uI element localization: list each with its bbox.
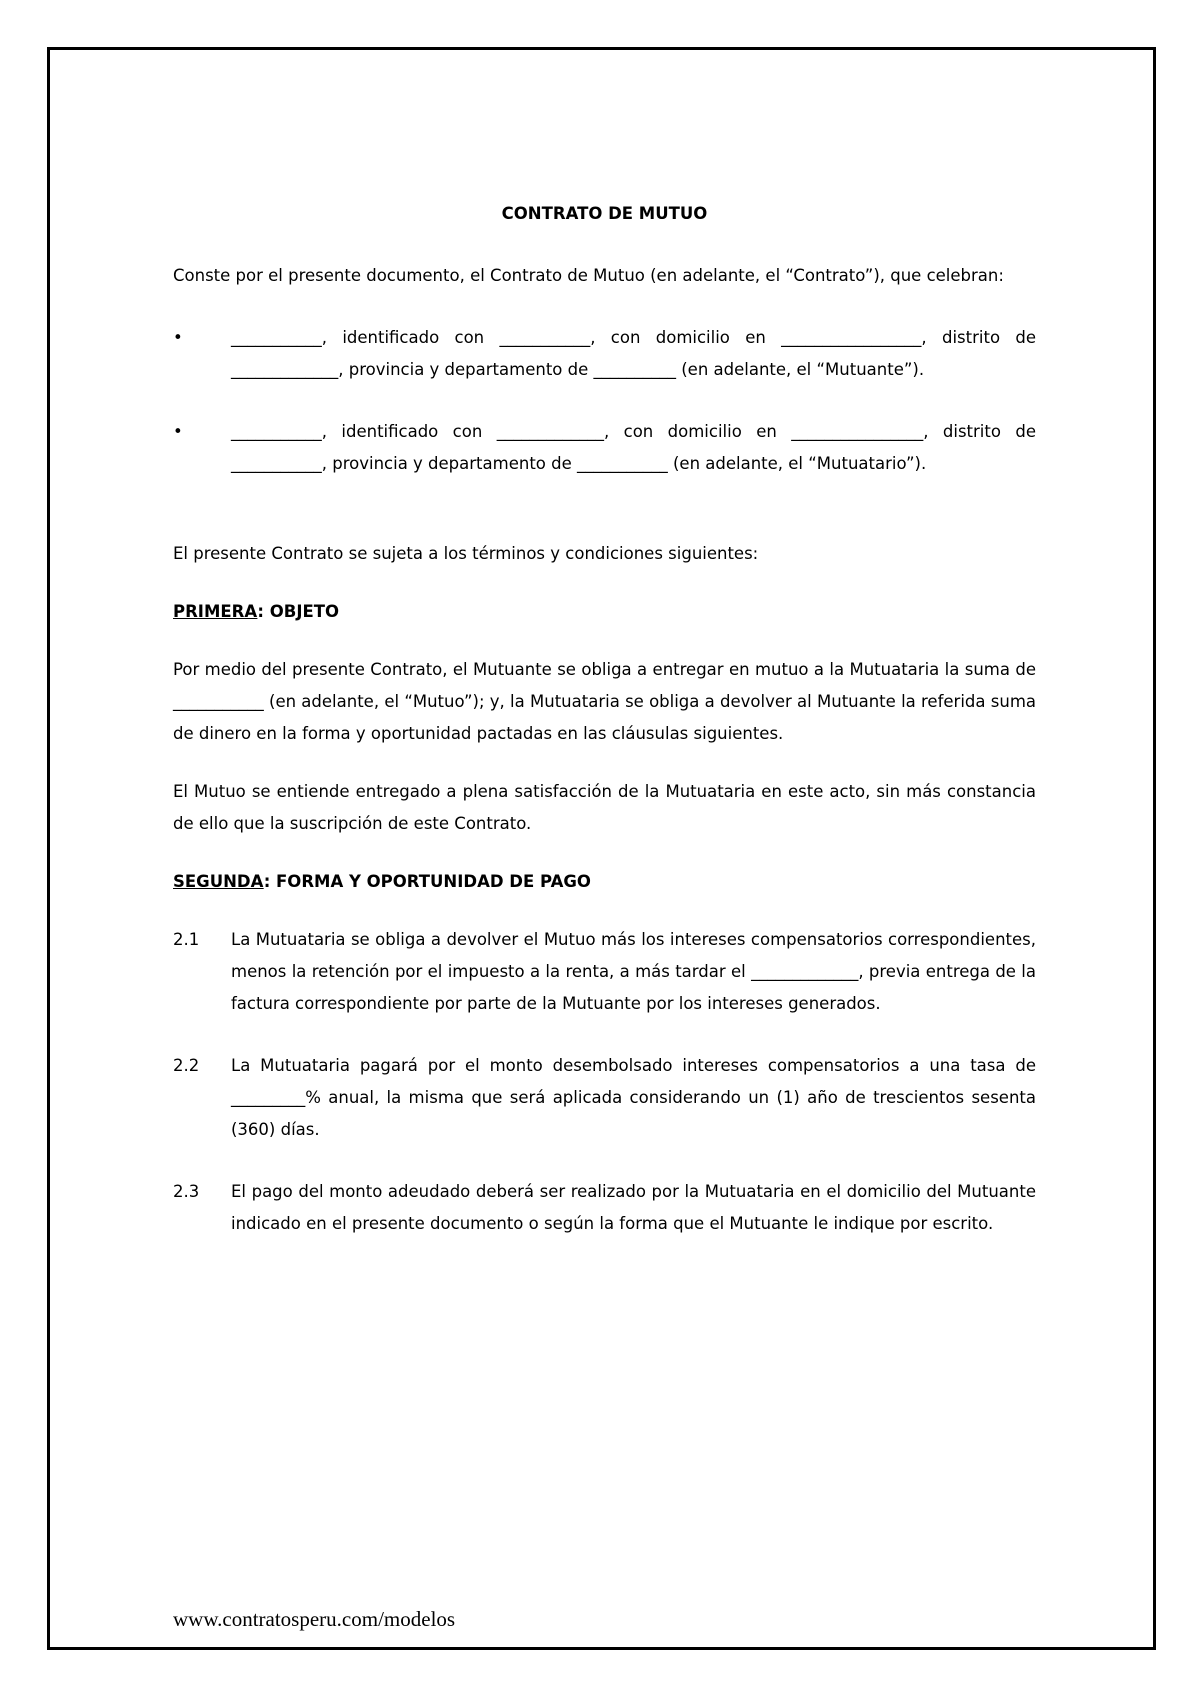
party-mutuante — [173, 322, 1036, 386]
party-mutuatario — [173, 416, 1036, 480]
clause-text: La Mutuataria se obliga a devolver el Mutuo más los intereses compensatorios correspondientes, menos la retención por el impuesto a la renta, a más tardar el _____________, previa entrega de la factura correspondiente por parte de la Mutuante por los intereses generados. — [231, 930, 1036, 1013]
clause-2-1 — [173, 924, 1036, 1020]
document-title: CONTRATO DE MUTUO — [501, 204, 708, 223]
clause-text: El pago del monto adeudado deberá ser realizado por la Mutuataria en el domicilio del Mutuante indicado en el presente documento o según la forma que el Mutuante le indique por escrito. — [231, 1182, 1036, 1233]
party-text: ___________, identificado con _____________, con domicilio en ________________, distrito de ___________, provincia y departamento de ___________ (en adelante, el “Mutuatario”). — [231, 422, 1036, 473]
section-heading-segunda — [173, 866, 1036, 898]
clause-number: 2.1 — [173, 930, 200, 949]
section-title: : FORMA Y OPORTUNIDAD DE PAGO — [263, 872, 591, 891]
party-text: ___________, identificado con ___________, con domicilio en _________________, distrito de _____________, provincia y departamento de __________ (en adelante, el “Mutuante”). — [231, 328, 1036, 379]
section-number: PRIMERA — [173, 602, 258, 621]
footer-url: www.contratosperu.com/modelos — [173, 1607, 456, 1631]
clause-number: 2.3 — [173, 1182, 200, 1201]
contract-body — [173, 198, 1036, 1240]
clause-2-3 — [173, 1176, 1036, 1240]
objeto-paragraph-1: Por medio del presente Contrato, el Mutuante se obliga a entregar en mutuo a la Mutuataria la suma de ___________ (en adelante, el “Mutuo”); y, la Mutuataria se obliga a devolver al Mutuante la referida suma de dinero en la forma y oportunidad pactadas en las cláusulas siguientes. — [173, 660, 1036, 743]
objeto-paragraph-2: El Mutuo se entiende entregado a plena satisfacción de la Mutuataria en este acto, sin más constancia de ello que la suscripción de este Contrato. — [173, 782, 1036, 833]
section-heading-primera — [173, 596, 1036, 628]
intro-paragraph: Conste por el presente documento, el Contrato de Mutuo (en adelante, el “Contrato”), que celebran: — [173, 266, 1004, 285]
clause-number: 2.2 — [173, 1056, 200, 1075]
bullet-icon: • — [173, 422, 183, 441]
clause-2-2 — [173, 1050, 1036, 1146]
section-number: SEGUNDA — [173, 872, 264, 891]
section-title: : OBJETO — [257, 602, 340, 621]
terms-intro: El presente Contrato se sujeta a los términos y condiciones siguientes: — [173, 544, 759, 563]
bullet-icon: • — [173, 328, 183, 347]
clause-text: La Mutuataria pagará por el monto desembolsado intereses compensatorios a una tasa de _________% anual, la misma que será aplicada considerando un (1) año de trescientos sesenta (360) días. — [231, 1056, 1036, 1139]
